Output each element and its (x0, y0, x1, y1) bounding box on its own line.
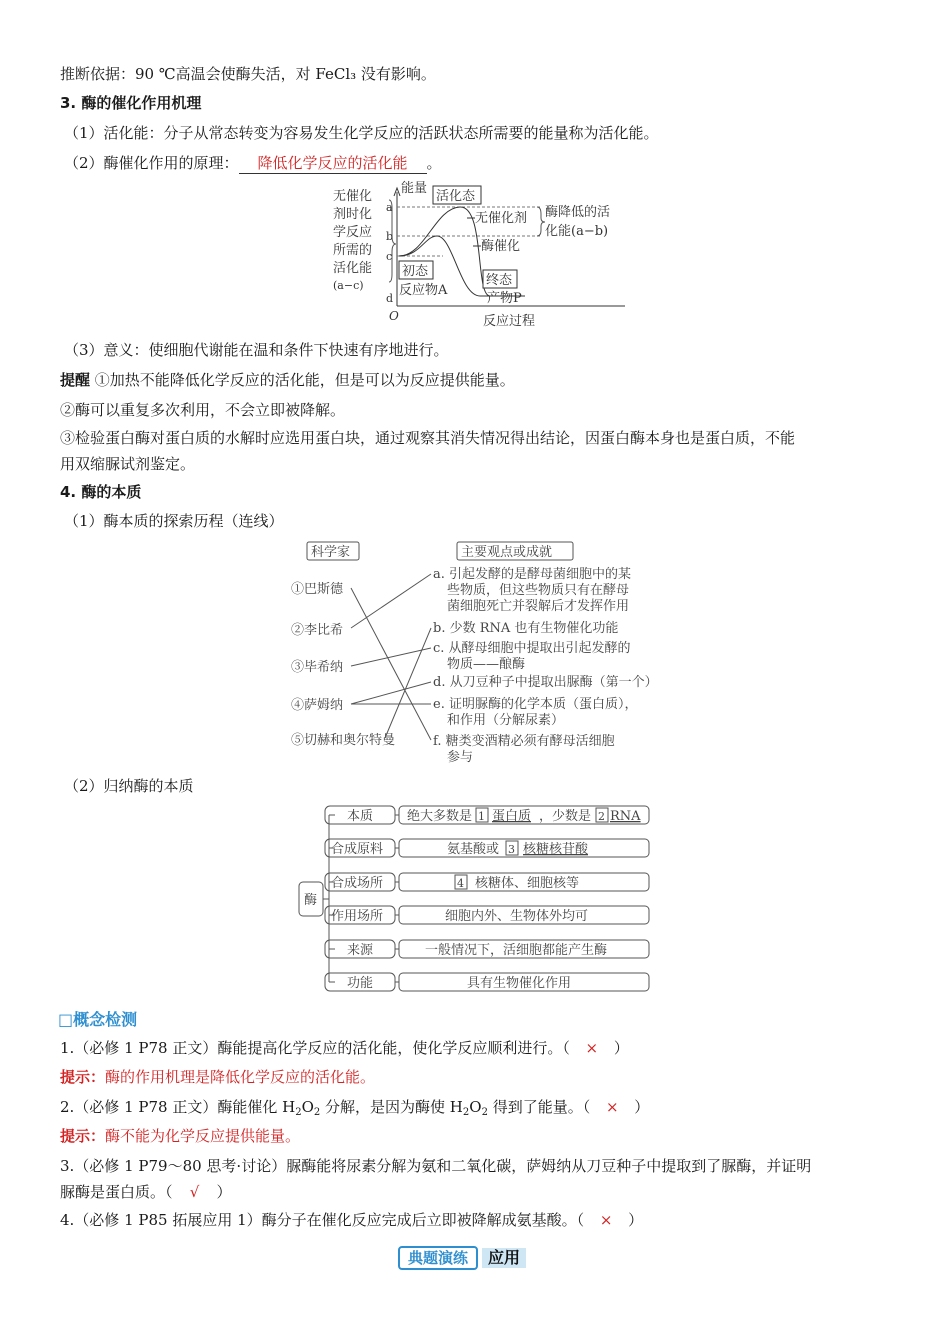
matching-diagram (285, 538, 675, 768)
essence-row1-n1: 1 (478, 810, 485, 823)
view-b: b. 少数 RNA 也有生物催化功能 (433, 621, 619, 636)
tip-label: 提醒 (60, 371, 91, 389)
final-state: 终态 (486, 273, 513, 288)
tip-1-text: ①加热不能降低化学反应的活化能，但是可以为反应提供能量。 (94, 371, 515, 389)
essence-label-6: 功能 (347, 976, 374, 991)
question-3-mark: √ (189, 1183, 200, 1201)
essence-row3-n1: 4 (457, 877, 464, 890)
essence-row1-pre: 绝大多数是 (407, 809, 473, 824)
hint-1-label: 提示： (60, 1068, 106, 1086)
question-2-mark: × (605, 1098, 619, 1116)
view-a-3: 菌细胞死亡并裂解后才发挥作用 (447, 599, 630, 614)
essence-row1-mid: ，少数是 (539, 809, 592, 824)
view-c-1: c. 从酵母细胞中提取出引起发酵的 (433, 641, 631, 656)
question-2-sub-b: 2 (313, 1107, 321, 1118)
essence-row1-a1: 蛋白质 (492, 809, 532, 824)
significance-line: （3）意义：使细胞代谢能在温和条件下快速有序地进行。 (64, 341, 449, 359)
essence-root: 酶 (304, 893, 318, 908)
question-3b (60, 1182, 232, 1202)
view-e-1: e. 证明脲酶的化学本质（蛋白质）， (433, 697, 638, 712)
section4-title: 4. 酶的本质 (60, 483, 142, 501)
no-catalyst-label: 无催化剂 (475, 211, 528, 226)
match-2-a (351, 574, 431, 628)
view-d: d. 从刀豆种子中提取出脲酶（第一个） (433, 675, 658, 690)
essence-label-2: 合成原料 (331, 842, 384, 857)
essence-row2-n1: 3 (508, 843, 515, 856)
principle-line (64, 153, 442, 174)
view-a-1: a. 引起发酵的是酵母菌细胞中的某 (433, 567, 632, 582)
hint-2-text: 酶不能为化学反应提供能量。 (105, 1127, 301, 1145)
basis-line: 推断依据：90 ℃高温会使酶失活，对 FeCl₃ 没有影响。 (60, 65, 436, 83)
section4-sub1: （1）酶本质的探索历程（连线） (64, 512, 284, 530)
question-2-part-a: 2.（必修 1 P78 正文）酶能催化 H (60, 1098, 296, 1116)
essence-row2-a1: 核糖核苷酸 (523, 842, 589, 857)
reactant-label: 反应物A (399, 283, 448, 298)
banner-left: 典题演练 (398, 1246, 478, 1270)
scientist-1: ①巴斯德 (291, 582, 344, 597)
essence-label-1: 本质 (347, 809, 374, 824)
view-header: 主要观点或成就 (461, 545, 553, 560)
energy-diagram (325, 178, 635, 330)
left-label-6: (a−c) (333, 279, 364, 292)
match-4-d (351, 682, 431, 704)
view-f-1: f. 糖类变酒精必须有酵母活细胞 (433, 734, 615, 749)
level-d: d (386, 292, 394, 305)
question-2 (60, 1097, 649, 1123)
section-banner (398, 1246, 526, 1270)
left-label-2: 剂时化 (333, 207, 373, 222)
match-5-b (385, 628, 431, 738)
question-4 (60, 1210, 643, 1230)
left-label-5: 活化能 (333, 261, 373, 276)
question-1-close: ） (613, 1039, 629, 1057)
enzyme-label: 酶催化 (481, 239, 521, 254)
essence-diagram (295, 800, 660, 996)
question-2-part-b: O (301, 1098, 314, 1116)
principle-answer: 降低化学反应的活化能 (239, 153, 427, 174)
activation-energy-def: （1）活化能：分子从常态转变为容易发生化学反应的活跃状态所需要的能量称为活化能。 (64, 124, 659, 142)
level-c: c (386, 250, 393, 263)
hint-1 (60, 1067, 375, 1087)
left-label-4: 所需的 (333, 243, 373, 258)
essence-row6-text: 具有生物催化作用 (467, 976, 572, 991)
scientist-header: 科学家 (311, 545, 351, 560)
question-1-text: 1.（必修 1 P78 正文）酶能提高化学反应的活化能，使化学反应顺利进行。（ (60, 1039, 570, 1057)
question-1 (60, 1038, 629, 1058)
question-4-close: ） (628, 1211, 644, 1229)
question-2-part-e: 得到了能量。（ (487, 1098, 591, 1116)
concept-title: □概念检测 (58, 1010, 138, 1029)
scientist-4: ④萨姆纳 (291, 698, 344, 713)
question-2-sub-a: 2 (295, 1107, 302, 1118)
section4-sub2: （2）归纳酶的本质 (64, 777, 194, 795)
level-b: b (386, 230, 394, 243)
essence-row5-text: 一般情况下，活细胞都能产生酶 (425, 943, 608, 958)
essence-row2-pre: 氨基酸或 (447, 842, 500, 857)
left-label-1: 无催化 (333, 189, 373, 204)
question-3b-text: 脲酶是蛋白质。（ (60, 1183, 173, 1201)
scientist-2: ②李比希 (291, 623, 344, 638)
question-3-close: ） (216, 1183, 232, 1201)
essence-row3-a1: 核糖体、细胞核等 (475, 876, 580, 891)
essence-label-4: 作用场所 (331, 909, 384, 924)
view-f-2: 参与 (447, 750, 474, 765)
active-state: 活化态 (436, 189, 476, 204)
left-label-3: 学反应 (333, 225, 373, 240)
view-e-2: 和作用（分解尿素） (447, 713, 565, 728)
initial-state: 初态 (402, 264, 429, 279)
question-3a: 3.（必修 1 P79～80 思考·讨论）脲酶能将尿素分解为氨和二氧化碳，萨姆纳从刀豆种子中提取到了脲酶，并证明 (60, 1157, 812, 1175)
question-2-part-d: O (469, 1098, 482, 1116)
tip-2: ②酶可以重复多次利用，不会立即被降解。 (60, 401, 346, 419)
lowered-line2: 化能(a−b) (545, 224, 609, 239)
level-a: a (386, 201, 393, 214)
tip-3b: 用双缩脲试剂鉴定。 (60, 455, 196, 473)
question-1-mark: × (585, 1039, 599, 1057)
scientist-3: ③毕希纳 (291, 660, 344, 675)
section3-title: 3. 酶的催化作用机理 (60, 94, 202, 112)
question-4-text: 4.（必修 1 P85 拓展应用 1）酶分子在催化反应完成后立即被降解成氨基酸。（ (60, 1211, 585, 1229)
right-brace (537, 207, 545, 236)
principle-prefix: （2）酶催化作用的原理： (64, 154, 239, 172)
product-label: 产物P (487, 291, 522, 306)
question-2-sub-d: 2 (481, 1107, 488, 1118)
x-axis-label: 反应过程 (483, 314, 536, 329)
banner-right: 应用 (482, 1248, 526, 1268)
tip-1 (60, 370, 515, 390)
principle-suffix: 。 (426, 154, 442, 172)
essence-row4-text: 细胞内外、生物体外均可 (445, 909, 589, 924)
essence-label-3: 合成场所 (331, 876, 384, 891)
y-axis-label: 能量 (401, 181, 428, 196)
lowered-line1: 酶降低的活 (545, 205, 611, 220)
question-2-close: ） (634, 1098, 650, 1116)
scientist-5: ⑤切赫和奥尔特曼 (291, 733, 396, 748)
origin-label: O (389, 309, 399, 323)
view-a-2: 些物质，但这些物质只有在酵母 (447, 583, 630, 598)
essence-row1-a2: RNA (610, 809, 641, 824)
question-2-sub-c: 2 (462, 1107, 470, 1118)
match-1-f (351, 588, 431, 740)
view-c-2: 物质——酿酶 (447, 657, 526, 672)
hint-2 (60, 1126, 300, 1146)
essence-row1-n2: 2 (598, 810, 605, 823)
hint-1-text: 酶的作用机理是降低化学反应的活化能。 (105, 1068, 376, 1086)
hint-2-label: 提示： (60, 1127, 106, 1145)
tip-3a: ③检验蛋白酶对蛋白质的水解时应选用蛋白块，通过观察其消失情况得出结论，因蛋白酶本身也是蛋白质，不能 (60, 429, 796, 447)
question-4-mark: × (599, 1211, 613, 1229)
essence-label-5: 来源 (347, 943, 374, 958)
question-2-part-c: 分解，是因为酶使 H (320, 1098, 463, 1116)
